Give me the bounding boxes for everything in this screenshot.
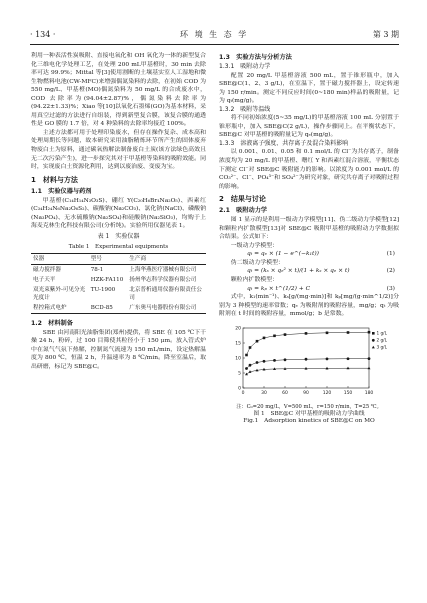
intro-paragraph: 主述方法都可用于处理印染废水，但存在操作复杂、成本高和处理周期长等问题，故本研究采用油脂精炼环节所产生的固体废弃物废白土为原料，通过碳氧热解法制备废白土炭(该方法绿色高效且无二次污染产生)，进一步探究其对于甲基橙等染料的吸附效能。同时，实现废白土资源化利用，达到以废治废、变废为宝。 [31, 129, 206, 171]
legend-marker [372, 345, 375, 348]
equation-label: 伪二级动力学模型： [230, 259, 284, 266]
data-point [273, 334, 276, 337]
table-caption: 表 1 实验仪器 [97, 232, 140, 240]
subsection-heading: 1.1 实验仪器与药剂 [31, 187, 92, 195]
table-cell: 广东奥马电器股份有限公司 [129, 304, 197, 311]
data-point [347, 357, 350, 360]
equation [219, 285, 399, 294]
left-column [31, 52, 206, 372]
table-cell: 磁力搅拌器 [33, 266, 61, 273]
subsection-heading: 1.2 材料制备 [31, 319, 73, 327]
intro-paragraph: 利用一种表活性炭吸附、直接电氧化和 OH 氧化为一体的新型复合化三维电化学处理工艺，在处理 200 mL甲基橙时，30 min 去除率可达 99.9%；Mittal 等[3]使用割断的土壤基实室人工湿地和微生物燃料电池(CW-MFC)来增强偶氮染料的去除，在初始 COD 为 550 mg/L、甲基橙(MO)偶氮染料为 50 mg/L 的合成废水中，COD 去除率为(94.04±2.87)%，偶氮染料去除率为(94.22±1.33)%；Xiao 等[10]以氧化石墨烯(GO)为基本材料，采用真空过滤的方法进行自组装，得到新型复合膜，该复合膜的通透性是 GO 膜的 1.7 倍，对 4 种染料的去除率均接近 100%。 [31, 53, 206, 128]
body-paragraph: 将不同初始浓度(5~35 mg/L)的甲基橙溶液 100 mL 分别置于锥形瓶中，加入 SBE@C(2 g/L)，操作步骤同上。在平衡状态下，SBE@C 对甲基橙的吸附量记为 qₑ(mg/g)。 [219, 115, 399, 139]
journal-title: 环 境 生 态 学 [180, 29, 249, 39]
data-point [347, 331, 350, 334]
table-cell: 电子天平 [33, 276, 56, 283]
data-point [245, 353, 248, 356]
subsection-heading: 2.1 吸附动力学 [219, 207, 268, 215]
data-point [326, 357, 329, 360]
body-paragraph: 甲基橙(C₁₄H₁₄N₃O₃S)、硼红 Y(C₂₀H₆Br₄Na₂O₅)、西素红(C₃₄H₂₄N₆Na₂O₆S₂)、碳酸钠(Na₂CO₃)、氯化钠(NaCl)、磷酸钠(Na₃PO₄)、无水硫酸钠(Na₂SO₄)和硅酸钠(Na₂SiO₃)，均购于上海麦克林生化科技有限公司(分析纯)。实验所用仪器见表 1。 [31, 197, 206, 230]
subsection-heading: 1.3 实验方法与分析方法 [219, 54, 292, 61]
table-cell: 北京普析通用仪器有限责任公司 [129, 286, 202, 301]
equation-number: (3) [386, 285, 395, 292]
table-cell: 程控箱式电炉 [33, 304, 67, 311]
y-tick-label: 0 [238, 386, 241, 392]
equation-formula: qₜ = (kₛ × qₑ² × t)/(1 + kₛ × qₑ × t) [247, 268, 350, 275]
subsubsection-heading: 1.3.2 吸附等温线 [219, 105, 271, 113]
y-tick-label: 20 [235, 326, 241, 332]
y-tick-label: 10 [235, 356, 241, 362]
x-tick-label: 30 [261, 390, 267, 396]
equipment-table [31, 253, 206, 314]
header-rule [30, 44, 399, 45]
body-paragraph: 图 1 显示的是利用一级动力学模型[11]、伪二级动力学模型[12]和颗粒内扩散模型[13]对 SBE@C 吸附甲基橙的吸附动力学数据拟合结果。公式如下： [219, 217, 399, 241]
issue-number: 第 3 期 [372, 29, 399, 39]
x-tick-label: 60 [282, 390, 288, 396]
series-line [247, 358, 370, 368]
data-point [245, 372, 248, 375]
figure-caption: 图 1 SBE@C 对甲基橙的吸附动力学曲线 [253, 410, 365, 417]
table-header-row [31, 253, 206, 264]
body-paragraph: 以 0.001、0.01、0.05 和 0.1 mol/L 的 Cl⁻为共存离子，制备浓度均为 20 mg/L 的甲基橙、曙红 Y 和西素红混合溶液，平衡状态下测定 Cl⁻对 SBE@C 吸附能力的影响。以浓度为 0.001 mol/L 的 CO₃²⁻、Cl⁻、PO₄³⁻和 SO₄²⁻为研究对象，研究共存离子对吸附过程的影响。 [219, 149, 399, 190]
x-tick-label: 150 [343, 390, 353, 396]
data-point [256, 340, 259, 343]
section-heading: 2 结果与讨论 [219, 195, 266, 204]
legend-label: 2 g/L [376, 337, 387, 343]
equation [219, 267, 399, 276]
x-tick-label: 180 [364, 390, 374, 396]
data-point [263, 360, 266, 363]
data-point [368, 357, 371, 360]
equation-number: (1) [386, 251, 395, 258]
figure-1 [219, 322, 399, 402]
legend-marker [372, 339, 375, 342]
table-header-cell: 生产商 [129, 255, 147, 262]
y-tick-label: 5 [238, 371, 241, 377]
equation-label: 一级动力学模型： [230, 242, 278, 249]
data-point [245, 367, 248, 370]
data-point [368, 331, 371, 334]
data-point [326, 331, 329, 334]
x-tick-label: 120 [322, 390, 332, 396]
figure-note: 注：C₀=20 mg/L，V=500 mL，r=150 r/min，T=25 ℃。 [236, 403, 382, 410]
equation-label: 颗粒内扩散模型： [230, 277, 278, 284]
table-header-cell: 仪器 [33, 255, 45, 262]
equation-number: (2) [386, 268, 395, 275]
table-cell: 双光束紫外-可见分光光度计 [33, 286, 86, 301]
table-caption-english: Table 1 Experimental equipments [68, 243, 169, 250]
data-point [249, 364, 252, 367]
series-line [247, 332, 370, 355]
subsubsection-heading: 1.3.1 吸附动力学 [219, 63, 271, 70]
data-point [249, 346, 252, 349]
data-point [284, 333, 287, 336]
section-heading: 1 材料与方法 [31, 175, 78, 184]
table-cell: 扬州华志科学仪器有限公司 [129, 276, 197, 283]
figure-caption-english: Fig.1 Adsorption kinetics of SBE@C on MO [243, 418, 375, 425]
equation-formula: qₜ = qₑ × (1 − e^(−k₁t)) [247, 251, 319, 258]
table-cell: TU-1900 [90, 286, 116, 293]
data-point [256, 361, 259, 364]
table-cell: 78-1 [90, 266, 104, 273]
table-row [31, 275, 206, 285]
data-point [263, 336, 266, 339]
legend-marker [372, 332, 375, 335]
table-cell: BCD-85 [90, 304, 113, 311]
data-point [273, 359, 276, 362]
body-paragraph: 式中，k₁(min⁻¹)、kₛ[g/(mg·min)]和 kₚ[mg/(g·min^1/2)]分别为 3 种模型的速率常数；qₑ 为吸附剂的吸附容量，mg/g；qₜ 为吸附剂在 t 时间的吸附容量，mmol/g；b 是常数。 [219, 294, 399, 318]
table-row [31, 303, 206, 314]
table-row [31, 285, 206, 303]
equation [219, 250, 399, 259]
running-header [30, 27, 399, 41]
body-paragraph: 配置 20 mg/L 甲基橙溶液 500 mL，置于锥形瓶中，加入 SBE@C(1、2、3 g/L)，在室温下，置于磁力搅拌器上，设定转速为 150 r/min。测定不同反应时间(0~180 min)样品的吸附量，记为 qₜ(mg/g)。 [219, 72, 399, 105]
data-point [305, 332, 308, 335]
body-paragraph: SBE 由河南阳光油脂集团(郑州)提供，将 SBE 在 105 ℃下干燥 24 h，粉碎，过 100 目筛使其粒径小于 150 μm。放入管式炉中在氮气气氛下热解，控制氮气流速为 150 mL/min，设定热解温度为 800 ℃，恒温 2 h，升温速率为 8 ℃/min。降至室温后，取出研磨，标记为 SBE@C。 [31, 329, 206, 371]
data-point [284, 358, 287, 361]
table-header-cell: 型号 [90, 255, 102, 262]
equation-formula: qₜ = kₚ × t^(1/2) + C [247, 285, 311, 292]
page-number: · 134 · [30, 29, 56, 39]
x-tick-label: 90 [303, 390, 309, 396]
data-point [305, 358, 308, 361]
table-cell: 上海华燕医疗器械有限公司 [129, 266, 197, 273]
series-line [247, 368, 370, 374]
x-tick-label: 0 [241, 390, 245, 396]
legend-label: 3 g/L [376, 344, 387, 350]
y-tick-label: 15 [235, 341, 241, 347]
right-column [219, 52, 399, 426]
subsubsection-heading: 1.3.3 溶液离子强度、共存离子及混合染料影响 [219, 139, 349, 147]
kinetics-chart [219, 322, 395, 402]
legend-label: 1 g/L [376, 330, 387, 336]
table-cell: HZK-FA110 [90, 276, 124, 283]
table-row [31, 264, 206, 275]
